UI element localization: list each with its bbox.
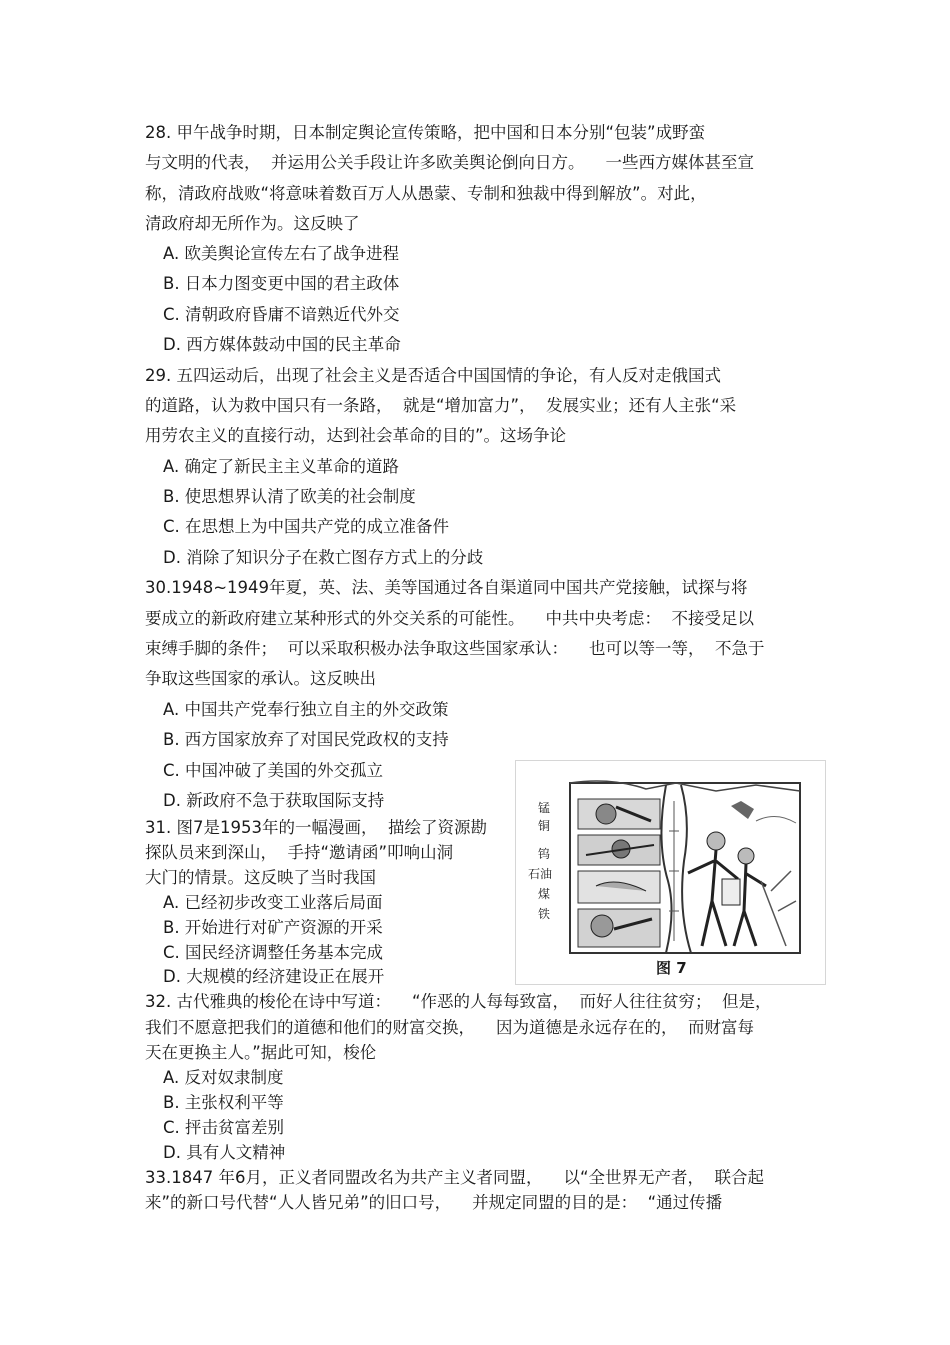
q29-line-2: 的道路，认为救中国只有一条路， 就是“增加富力”， 发展实业；还有人主张“采 <box>145 396 737 415</box>
q32-line-2: 我们不愿意把我们的道德和他们的财富交换， 因为道德是永远存在的， 而财富每 <box>145 1018 754 1037</box>
q30-line-4: 争取这些国家的承认。这反映出 <box>145 669 376 688</box>
figure-7-cartoon <box>515 760 826 985</box>
q31-option-b: B. 开始进行对矿产资源的开采 <box>163 918 383 937</box>
q31-option-a: A. 已经初步改变工业落后局面 <box>163 893 383 912</box>
q29-line-1: 29. 五四运动后，出现了社会主义是否适合中国国情的争论，有人反对走俄国式 <box>145 366 721 385</box>
label-tungsten: 钨 <box>538 847 551 861</box>
q28-line-1: 28. 甲午战争时期，日本制定舆论宣传策略，把中国和日本分别“包装”成野蛮 <box>145 123 706 142</box>
q32-line-1: 32. 古代雅典的梭伦在诗中写道： “作恶的人每每致富， 而好人往往贫穷； 但是， <box>145 992 772 1011</box>
figure-caption: 图 7 <box>656 959 687 977</box>
q32-option-c: C. 抨击贫富差别 <box>163 1118 285 1137</box>
q32-line-3: 天在更换主人。”据此可知，梭伦 <box>145 1043 377 1062</box>
label-copper: 铜 <box>538 819 551 833</box>
label-coal: 煤 <box>538 887 551 901</box>
q29-option-c: C. 在思想上为中国共产党的成立准备件 <box>163 517 450 536</box>
label-manganese: 锰 <box>538 801 551 815</box>
q31-option-d: D. 大规模的经济建设正在展开 <box>163 967 385 986</box>
q31-option-c: C. 国民经济调整任务基本完成 <box>163 943 384 962</box>
q31-line-2: 探队员来到深山， 手持“邀请函”叩响山洞 <box>145 843 454 862</box>
q30-line-2: 要成立的新政府建立某种形式的外交关系的可能性。 中共中央考虑： 不接受足以 <box>145 609 754 628</box>
q28-option-d: D. 西方媒体鼓动中国的民主革命 <box>163 335 401 354</box>
q31-line-3: 大门的情景。这反映了当时我国 <box>145 868 376 887</box>
q30-line-3: 束缚手脚的条件； 可以采取积极办法争取这些国家承认： 也可以等一等， 不急于 <box>145 639 765 658</box>
cartoon-illustration <box>516 761 825 984</box>
q30-option-d: D. 新政府不急于获取国际支持 <box>163 791 385 810</box>
q28-option-b: B. 日本力图变更中国的君主政体 <box>163 274 400 293</box>
label-iron: 铁 <box>538 907 551 921</box>
q30-option-c: C. 中国冲破了美国的外交孤立 <box>163 761 384 780</box>
q28-line-4: 清政府却无所作为。这反映了 <box>145 214 360 233</box>
q32-option-d: D. 具有人文精神 <box>163 1143 286 1162</box>
q30-option-a: A. 中国共产党奉行独立自主的外交政策 <box>163 700 449 719</box>
q30-line-1: 30.1948~1949年夏，英、法、美等国通过各自渠道同中国共产党接触，试探与将 <box>145 578 748 597</box>
q29-option-a: A. 确定了新民主主义革命的道路 <box>163 457 399 476</box>
q31-line-1: 31. 图7是1953年的一幅漫画， 描绘了资源勘 <box>145 818 487 837</box>
q32-option-b: B. 主张权利平等 <box>163 1093 284 1112</box>
label-petroleum: 石油 <box>528 867 553 881</box>
q29-option-b: B. 使思想界认清了欧美的社会制度 <box>163 487 416 506</box>
q30-option-b: B. 西方国家放弃了对国民党政权的支持 <box>163 730 449 749</box>
q33-line-1: 33.1847 年6月，正义者同盟改名为共产主义者同盟， 以“全世界无产者， 联合起 <box>145 1168 764 1187</box>
q28-line-3: 称，清政府战败“将意味着数百万人从愚蒙、专制和独裁中得到解放”。对此， <box>145 184 707 203</box>
q29-option-d: D. 消除了知识分子在救亡图存方式上的分歧 <box>163 548 484 567</box>
q29-line-3: 用劳农主义的直接行动，达到社会革命的目的”。这场争论 <box>145 426 567 445</box>
q33-line-2: 来”的新口号代替“人人皆兄弟”的旧口号， 并规定同盟的目的是： “通过传播 <box>145 1193 723 1212</box>
q32-option-a: A. 反对奴隶制度 <box>163 1068 284 1087</box>
q28-option-a: A. 欧美舆论宣传左右了战争进程 <box>163 244 399 263</box>
q28-option-c: C. 清朝政府昏庸不谙熟近代外交 <box>163 305 400 324</box>
q28-line-2: 与文明的代表， 并运用公关手段让许多欧美舆论倒向日方。 一些西方媒体甚至宣 <box>145 153 754 172</box>
